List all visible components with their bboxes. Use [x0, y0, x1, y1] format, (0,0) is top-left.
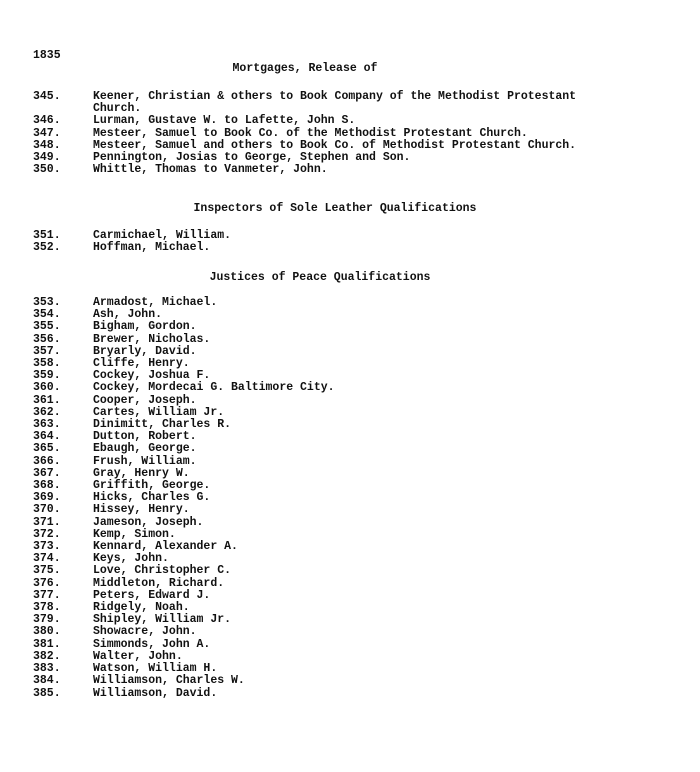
entry-number: 350.: [33, 163, 61, 177]
entry-text: Shipley, William Jr.: [93, 613, 232, 627]
entry-number: 359.: [33, 369, 61, 383]
entry-number: 372.: [33, 527, 61, 541]
entry-number: 347.: [33, 126, 61, 140]
list-item: [33, 626, 693, 638]
section-heading-justices-of-peace: Justices of Peace Qualifications: [209, 271, 431, 284]
entry-text: Love, Christopher C.: [93, 564, 232, 578]
entry-text: Hissey, Henry.: [93, 503, 190, 517]
list-item: [33, 504, 693, 516]
entry-text: Mesteer, Samuel and others to Book Co. of Methodist Protestant Church.: [93, 138, 577, 152]
entry-number: 367.: [33, 466, 61, 480]
entry-text: Dinimitt, Charles R.: [93, 418, 232, 432]
list-item: [33, 115, 693, 127]
section-heading-mortgages: Mortgages, Release of: [232, 62, 378, 75]
list-item: [33, 164, 693, 176]
entry-number: 381.: [33, 637, 61, 651]
entry-text: Brewer, Nicholas.: [93, 332, 211, 346]
entry-text: Ash, John.: [93, 308, 163, 322]
entry-text: Ebaugh, George.: [93, 442, 197, 456]
entry-number: 368.: [33, 479, 61, 493]
entry-text: Jameson, Joseph.: [93, 515, 204, 529]
entry-number: 383.: [33, 662, 61, 676]
entry-number: 378.: [33, 601, 61, 615]
entry-number: 370.: [33, 503, 61, 517]
entry-text: Middleton, Richard.: [93, 576, 225, 590]
entry-text: Cartes, William Jr.: [93, 405, 225, 419]
entry-text: Showacre, John.: [93, 625, 197, 639]
entry-text: Lurman, Gustave W. to Lafette, John S.: [93, 114, 356, 128]
entry-text: Cockey, Mordecai G. Baltimore City.: [93, 381, 335, 395]
entry-number: 379.: [33, 613, 61, 627]
entry-text: Keener, Christian & others to Book Company of the Methodist Protestant Church.: [93, 90, 577, 116]
entry-text: Cliffe, Henry.: [93, 357, 190, 371]
list-item: [33, 675, 693, 687]
entry-number: 375.: [33, 564, 61, 578]
entry-number: 364.: [33, 430, 61, 444]
entry-text: Bigham, Gordon.: [93, 320, 197, 334]
entry-text: Bryarly, David.: [93, 344, 197, 358]
entry-number: 363.: [33, 418, 61, 432]
entry-text: Cockey, Joshua F.: [93, 369, 211, 383]
list-item: [33, 334, 693, 346]
entry-number: 371.: [33, 515, 61, 529]
entry-text: Cooper, Joseph.: [93, 393, 197, 407]
entry-text: Gray, Henry W.: [93, 466, 190, 480]
entry-text: Hoffman, Michael.: [93, 241, 211, 255]
entry-text: Frush, William.: [93, 454, 197, 468]
entry-number: 384.: [33, 674, 61, 688]
entry-number: 356.: [33, 332, 61, 346]
entry-number: 345.: [33, 90, 61, 103]
entry-text: Whittle, Thomas to Vanmeter, John.: [93, 163, 328, 177]
justices-of-peace-list: [33, 297, 693, 700]
entry-text: Williamson, David.: [93, 686, 218, 700]
entry-text: Simmonds, John A.: [93, 637, 211, 651]
mortgages-list: [33, 91, 693, 176]
list-item: [33, 395, 693, 407]
entry-text: Griffith, George.: [93, 479, 211, 493]
page-year: 1835: [33, 49, 61, 62]
entry-number: 352.: [33, 241, 61, 255]
entry-number: 360.: [33, 381, 61, 395]
entry-number: 382.: [33, 649, 61, 663]
entry-number: 354.: [33, 308, 61, 322]
entry-number: 365.: [33, 442, 61, 456]
entry-text: Walter, John.: [93, 649, 183, 663]
list-item: [33, 565, 693, 577]
entry-number: 346.: [33, 114, 61, 128]
entry-number: 380.: [33, 625, 61, 639]
entry-text: Pennington, Josias to George, Stephen and Son.: [93, 151, 411, 165]
leather-inspectors-list: [33, 230, 693, 254]
list-item: [33, 128, 693, 140]
entry-text: Peters, Edward J.: [93, 588, 211, 602]
list-item: [33, 242, 693, 254]
list-item: [33, 321, 693, 333]
entry-number: 348.: [33, 138, 61, 152]
list-item: [33, 456, 693, 468]
entry-number: 355.: [33, 320, 61, 334]
list-item: [33, 443, 693, 455]
entry-text: Keys, John.: [93, 552, 169, 566]
entry-text: Carmichael, William.: [93, 229, 232, 242]
list-item: [33, 688, 693, 700]
entry-text: Watson, William H.: [93, 662, 218, 676]
entry-number: 366.: [33, 454, 61, 468]
entry-text: Kennard, Alexander A.: [93, 540, 238, 554]
entry-number: 362.: [33, 405, 61, 419]
entry-number: 373.: [33, 540, 61, 554]
entry-number: 385.: [33, 686, 61, 700]
entry-text: Kemp, Simon.: [93, 527, 176, 541]
entry-number: 377.: [33, 588, 61, 602]
entry-text: Armadost, Michael.: [93, 296, 218, 309]
entry-text: Dutton, Robert.: [93, 430, 197, 444]
entry-number: 349.: [33, 151, 61, 165]
entry-number: 353.: [33, 296, 61, 309]
entry-number: 357.: [33, 344, 61, 358]
entry-number: 361.: [33, 393, 61, 407]
entry-text: Mesteer, Samuel to Book Co. of the Methodist Protestant Church.: [93, 126, 528, 140]
list-item: [33, 91, 693, 115]
entry-number: 374.: [33, 552, 61, 566]
list-item: [33, 382, 693, 394]
entry-number: 351.: [33, 229, 61, 242]
entry-number: 369.: [33, 491, 61, 505]
section-heading-leather-inspectors: Inspectors of Sole Leather Qualifications: [193, 202, 477, 215]
entry-text: Williamson, Charles W.: [93, 674, 245, 688]
entry-number: 376.: [33, 576, 61, 590]
entry-number: 358.: [33, 357, 61, 371]
entry-text: Hicks, Charles G.: [93, 491, 211, 505]
entry-text: Ridgely, Noah.: [93, 601, 190, 615]
